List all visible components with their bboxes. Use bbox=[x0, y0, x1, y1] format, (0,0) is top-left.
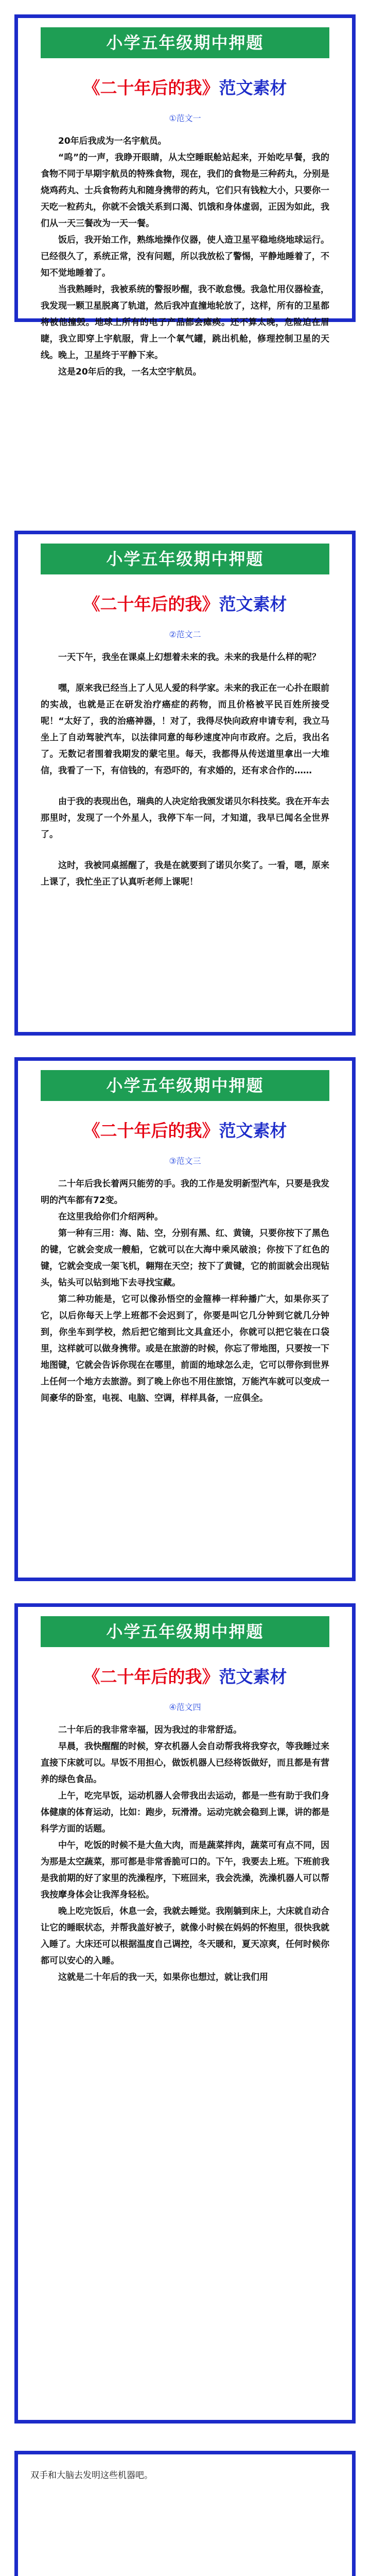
sample-label: ①范文一 bbox=[169, 113, 201, 123]
sample-label: ④范文四 bbox=[169, 1702, 201, 1712]
sample-label: ③范文三 bbox=[169, 1156, 201, 1166]
essay-title bbox=[41, 1665, 329, 1689]
essay-paragraph: 饭后，我开始工作，熟练地操作仪器，使人造卫星平稳地绕地球运行。已经很久了，系统正常，没有问题，所以我放松了警惕，平静地睡着了，不知不觉地睡着了。 bbox=[41, 235, 329, 278]
essay-paragraph: 二十年后我长着两只能劳的手。我的工作是发明新型汽车，只要是我发明的汽车都有72变。 bbox=[41, 1179, 329, 1206]
essay-card-3 bbox=[14, 1057, 356, 1581]
title-quoted: 《二十年后的我》 bbox=[83, 1121, 219, 1141]
essay-paragraph: 早晨，我快醒醒的时候，穿衣机器人会自动帮我将我穿衣，等我睡过来直接下床就可以。早饭不用担心，做饭机器人已经将饭做好，而且都是有营养的绿色食品。 bbox=[41, 1741, 329, 1785]
grade-banner: 小学五年级期中押题 bbox=[41, 1616, 329, 1647]
essay-paragraph: 20年后我成为一名宇航员。 bbox=[58, 136, 167, 146]
essay-paragraph: 第一种有三用：海、陆、空，分别有黑、红、黄镜，只要你按下了黑色的键，它就会变成一艘船，它就可以在大海中乘风破浪；你按下了红色的键，它就会变成一架飞机，翱翔在天空；按下了黄键，它的前面就会出现钻头，钻头可以钻到地下去寻找宝藏。 bbox=[41, 1228, 329, 1288]
title-suffix: 范文素材 bbox=[219, 1667, 287, 1687]
essay-paragraph: 在这里我给你们介绍两种。 bbox=[58, 1212, 163, 1222]
continuation-card bbox=[14, 2451, 356, 2576]
essay-paragraph: 嘿，原来我已经当上了人见人爱的科学家。未来的我正在一心扑在眼前的实战，也就是正在研发治疗癌症的药物，而且价格被平民百姓所接受呢！“太好了，我的治癌神器，！对了，我得尽快向政府申请专利，我立马坐上了自动驾驶汽车，以法律同意的每秒速度冲向市政府。之后，我出名了。无数记者围着我期发的蒙宅里。每天，我都得从传送道里拿出一大堆信，我看了一下，有信钱的，有恐吓的，有求婚的，还有求合作的…… bbox=[41, 683, 329, 776]
essay-paragraph: 这就是二十年后的我一天，如果你也想过，就让我们用 bbox=[58, 1972, 268, 1982]
title-suffix: 范文素材 bbox=[219, 594, 287, 614]
essay-title bbox=[41, 592, 329, 617]
essay-paragraph: 这时，我被同桌摇醒了，我是在就要到了诺贝尔奖了。一看，嗯，原来上课了，我忙坐正了认真听老师上课呢！ bbox=[41, 860, 329, 887]
essay-paragraph: 一天下午，我坐在课桌上幻想着未来的我。未来的我是什么样的呢？ bbox=[58, 652, 321, 663]
essay-paragraph: 二十年后的我非常幸福，因为我过的非常舒适。 bbox=[58, 1725, 242, 1735]
grade-banner: 小学五年级期中押题 bbox=[41, 1070, 329, 1101]
essay-paragraph: 上午，吃完早饭，运动机器人会带我出去运动，都是一些有助于我们身体健康的体育运动，比如：跑步，玩滑滑。运动完就会稳到上课，讲的都是科学方面的话题。 bbox=[41, 1791, 329, 1834]
essay-paragraph: 这是20年后的我，一名太空宇航员。 bbox=[58, 367, 202, 377]
essay-card-2 bbox=[14, 531, 356, 1036]
title-suffix: 范文素材 bbox=[219, 78, 287, 98]
title-quoted: 《二十年后的我》 bbox=[83, 78, 219, 98]
continuation-text: 双手和大脑去发明这些机器吧。 bbox=[30, 2470, 153, 2481]
essay-paragraph: 第二种功能是，它可以像孙悟空的金箍棒一样种播广大，如果你买了它，以后你每天上学上班都不会迟到了，你要是叫它几分钟到它就几分钟到，你坐车到学校，然后把它缩到比文具盒还小，你就可以把它装在口袋里，这样就可以做身携带。或是在旅游的时候，你忘了带地图，只要按一下地图键，它就会告诉你现在在哪里，前面的地球怎么走，它可以带你到世界上任何一个地方去旅游。到了晚上你也不用住旅馆，万能汽车就可以变成一间豪华的卧室，电视、电脑、空调，样样具备，一应俱全。 bbox=[41, 1294, 329, 1403]
grade-banner: 小学五年级期中押题 bbox=[41, 27, 329, 58]
essay-paragraph: 当我熟睡时，我被系统的警报吵醒，我不敢怠慢。我急忙用仪器检查，我发现一颗卫星脱离了轨道，然后我冲直撞地轮放了，这样，所有的卫星都将被他撞毁。地球上所有的电子产品都会瘫痪。还不算太晚，危险迫在眉睫，我立即穿上宇航服，背上一个氧气罐，跳出机舱，修理控制卫星的天线。晚上，卫星终于平静下来。 bbox=[41, 284, 329, 361]
title-quoted: 《二十年后的我》 bbox=[83, 594, 219, 614]
grade-banner: 小学五年级期中押题 bbox=[41, 544, 329, 574]
essay-paragraph: 中午，吃饭的时候不是大鱼大肉，而是蔬菜拌肉，蔬菜可有点不同，因为那是太空蔬菜，那可都是非常香脆可口的。下午，我要去上班。下班前我是我前期的好了家里的洗澡程序，下班回来，我会洗澡，洗澡机器人可以帮我按摩身体会让我浑身轻松。 bbox=[41, 1840, 329, 1900]
essay-paragraph: 由于我的表现出色，瑞典的人决定给我颁发诺贝尔科技奖。我在开车去那里时，发现了一个外星人，我停下车一问，才知道，我早已闻名全世界了。 bbox=[41, 796, 329, 840]
title-suffix: 范文素材 bbox=[219, 1121, 287, 1141]
essay-card-4 bbox=[14, 1603, 356, 2424]
essay-title bbox=[41, 1118, 329, 1143]
essay-paragraph: “呜”的一声，我睁开眼睛，从太空睡眠舱站起来，开始吃早餐，我的食物不同于早期宇航员的特殊食物，现在，我们的食物是三种药丸，分别是烧鸡药丸、士兵食物药丸和随身携带的药丸，它们只有钱粒大小，只要你一天吃一粒药丸，你就不会饿关系到口渴、饥饿和身体虚弱，正因为如此，我们从一天三餐改为一天一餐。 bbox=[41, 152, 329, 229]
essay-title bbox=[41, 76, 329, 100]
title-quoted: 《二十年后的我》 bbox=[83, 1667, 219, 1687]
essay-card-1 bbox=[14, 14, 356, 377]
essay-paragraph: 晚上吃完饭后，休息一会，我就去睡觉。我刚躺到床上，大床就自动合让它的睡眠状态，并帮我盖好被子，就像小时候在妈妈的怀抱里，很快我就入睡了。大床还可以根据温度自己调控，冬天暖和，夏天凉爽，任何时候你都可以安心的入睡。 bbox=[41, 1906, 329, 1966]
sample-label: ②范文二 bbox=[169, 630, 201, 639]
